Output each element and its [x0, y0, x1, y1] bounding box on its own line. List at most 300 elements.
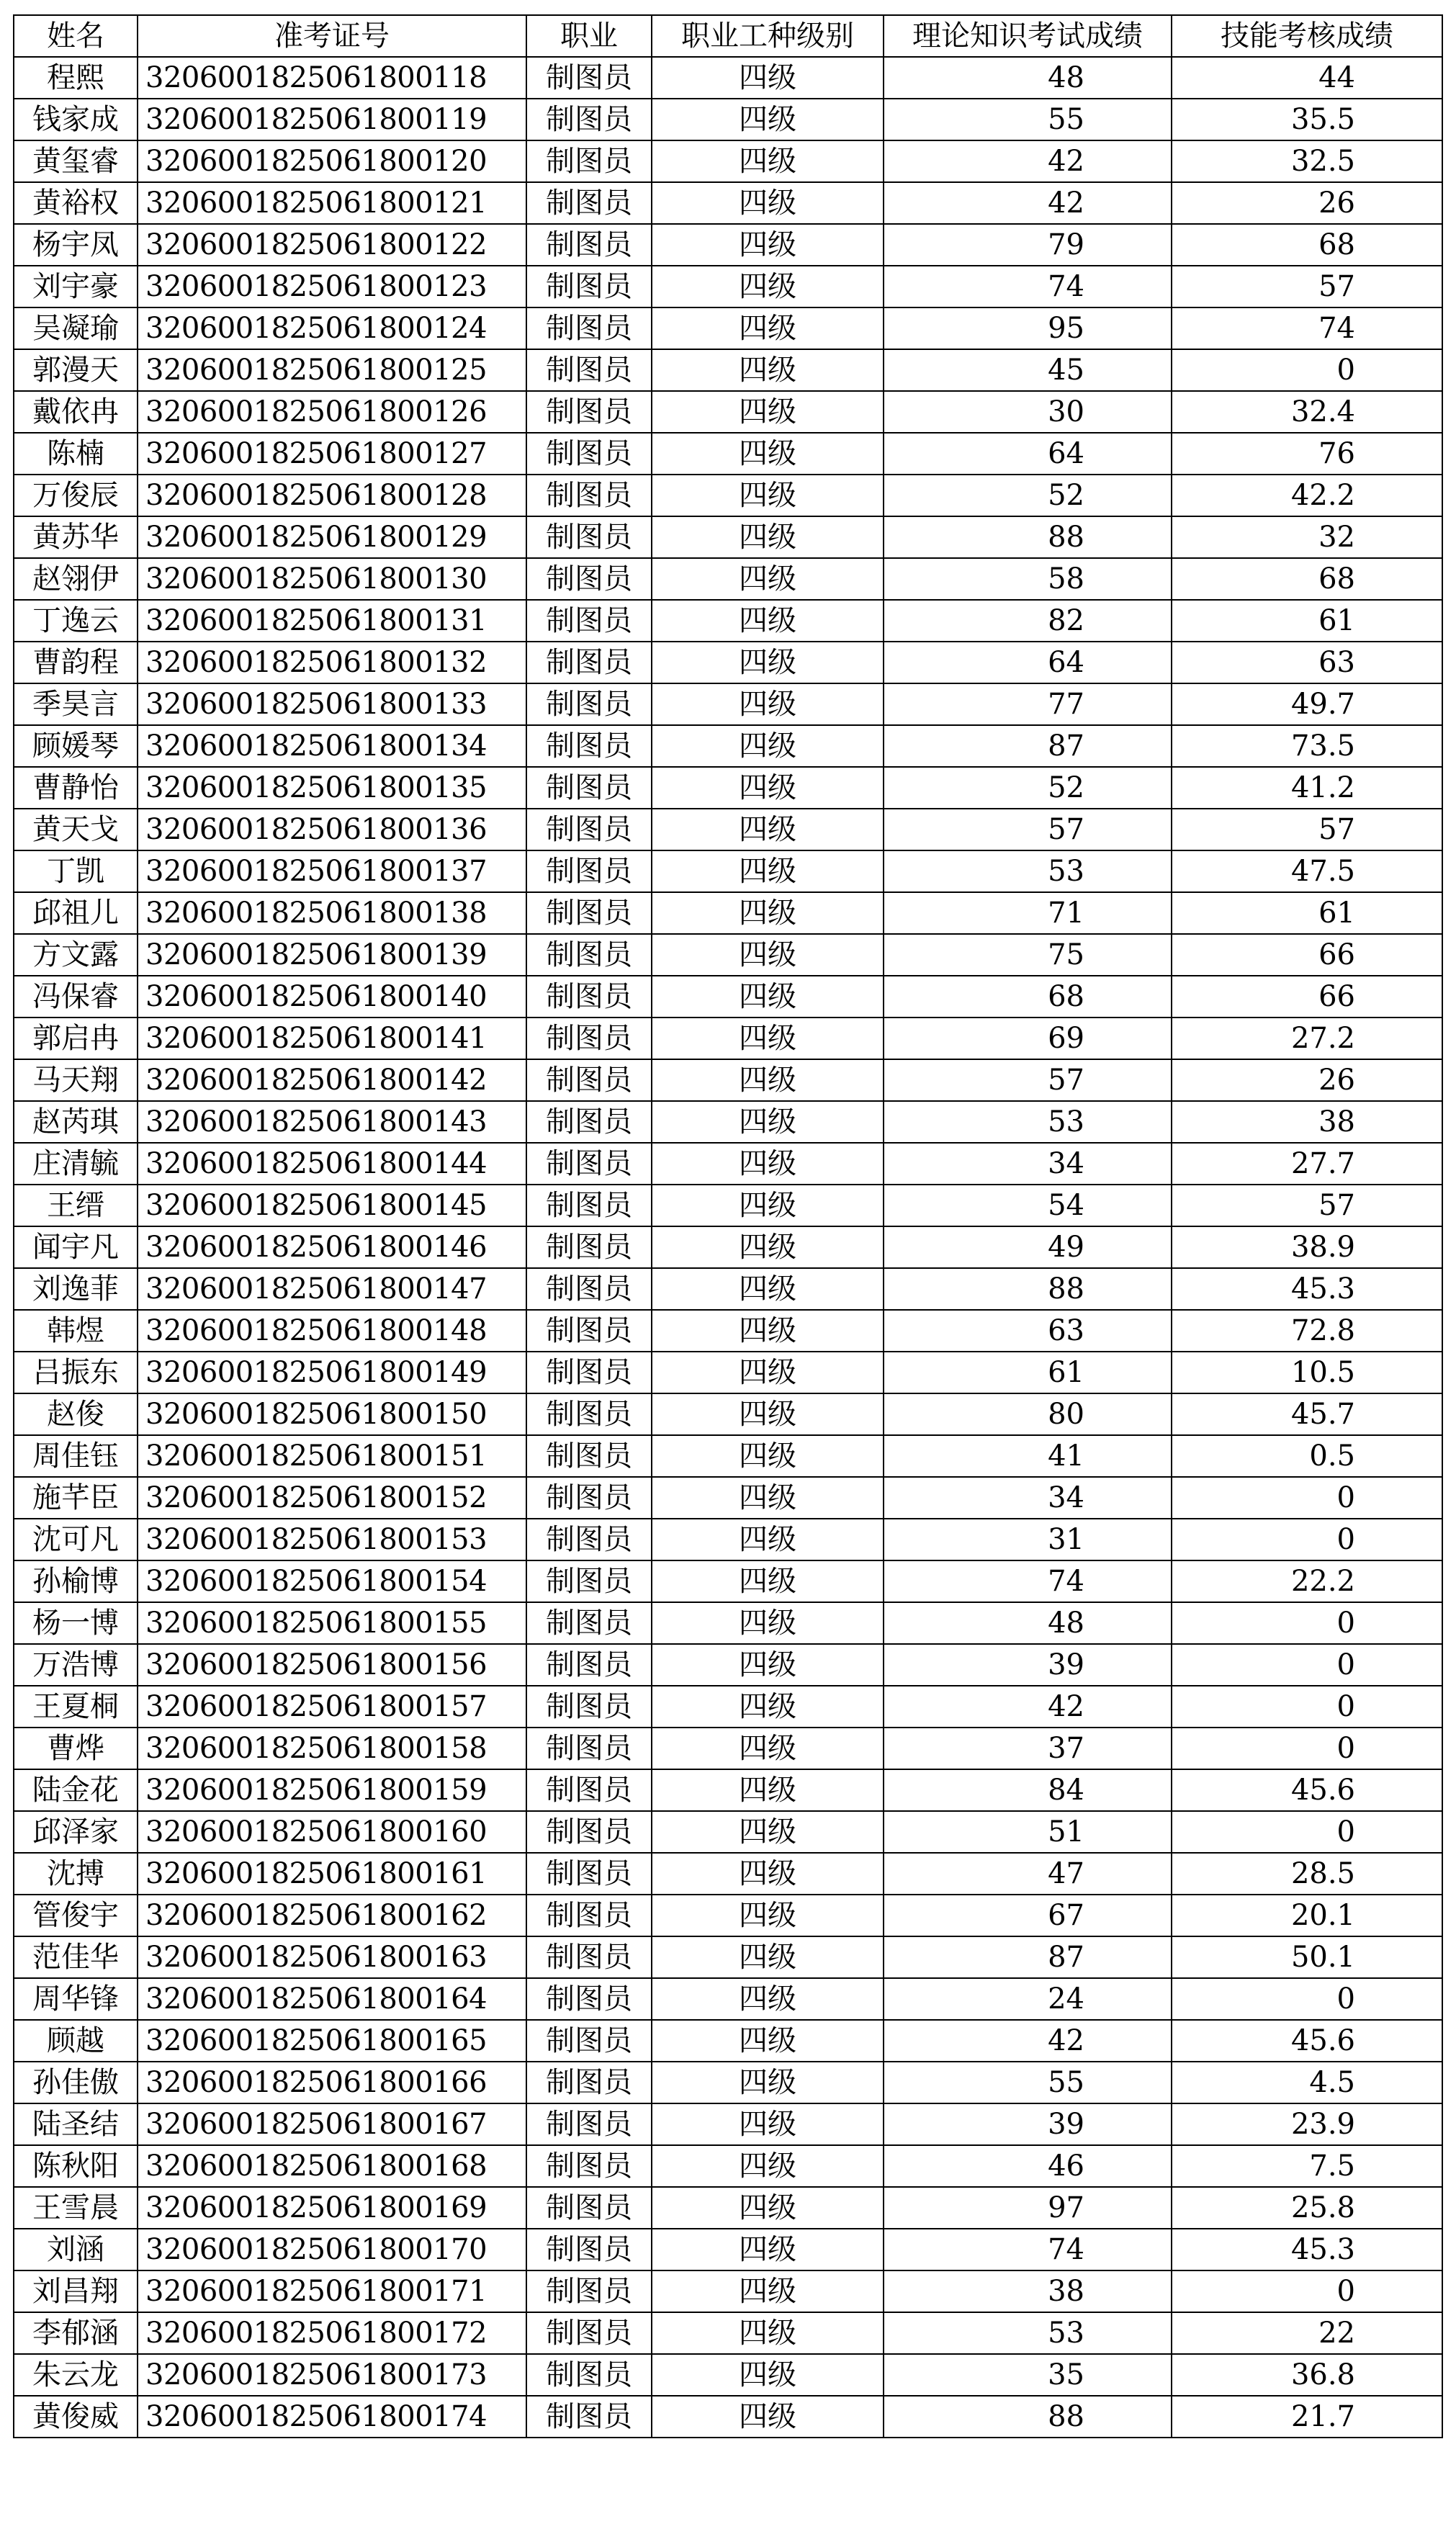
cell-exam-id: 3206001825061800150: [138, 1393, 526, 1435]
cell-skill-score: 7.5: [1172, 2145, 1442, 2187]
cell-name: 黄天戈: [14, 809, 138, 850]
cell-skill-score: 0: [1172, 1978, 1442, 2020]
cell-exam-id: 3206001825061800137: [138, 850, 526, 892]
cell-exam-id: 3206001825061800143: [138, 1101, 526, 1143]
cell-exam-id: 3206001825061800174: [138, 2396, 526, 2438]
table-row: [14, 2354, 1442, 2396]
cell-theory-score: 49: [884, 1226, 1172, 1268]
cell-occupation: 制图员: [526, 976, 652, 1018]
cell-exam-id: 3206001825061800154: [138, 1560, 526, 1602]
cell-theory-score: 51: [884, 1811, 1172, 1853]
cell-exam-id: 3206001825061800161: [138, 1853, 526, 1895]
cell-exam-id: 3206001825061800141: [138, 1018, 526, 1059]
cell-name: 吴凝瑜: [14, 307, 138, 349]
table-row: [14, 1686, 1442, 1728]
cell-exam-id: 3206001825061800155: [138, 1602, 526, 1644]
cell-level: 四级: [652, 2020, 884, 2062]
cell-level: 四级: [652, 266, 884, 307]
cell-theory-score: 88: [884, 1268, 1172, 1310]
cell-theory-score: 42: [884, 1686, 1172, 1728]
cell-occupation: 制图员: [526, 1101, 652, 1143]
cell-theory-score: 74: [884, 266, 1172, 307]
table-row: [14, 892, 1442, 934]
header-exam-id: 准考证号: [138, 15, 526, 57]
cell-exam-id: 3206001825061800162: [138, 1895, 526, 1936]
cell-level: 四级: [652, 809, 884, 850]
cell-name: 万俊辰: [14, 475, 138, 516]
cell-exam-id: 3206001825061800120: [138, 140, 526, 182]
cell-level: 四级: [652, 1101, 884, 1143]
cell-theory-score: 58: [884, 558, 1172, 600]
table-row: [14, 1018, 1442, 1059]
cell-name: 吕振东: [14, 1352, 138, 1393]
cell-theory-score: 84: [884, 1769, 1172, 1811]
cell-theory-score: 64: [884, 642, 1172, 683]
cell-skill-score: 0: [1172, 1477, 1442, 1519]
cell-occupation: 制图员: [526, 725, 652, 767]
cell-exam-id: 3206001825061800134: [138, 725, 526, 767]
cell-theory-score: 52: [884, 767, 1172, 809]
cell-skill-score: 22.2: [1172, 1560, 1442, 1602]
cell-theory-score: 64: [884, 433, 1172, 475]
cell-theory-score: 77: [884, 683, 1172, 725]
cell-skill-score: 0: [1172, 1519, 1442, 1560]
cell-occupation: 制图员: [526, 1185, 652, 1226]
table-row: [14, 2270, 1442, 2312]
table-row: [14, 2396, 1442, 2438]
cell-theory-score: 97: [884, 2187, 1172, 2229]
cell-theory-score: 41: [884, 1435, 1172, 1477]
cell-theory-score: 55: [884, 2062, 1172, 2103]
cell-level: 四级: [652, 892, 884, 934]
cell-name: 陈秋阳: [14, 2145, 138, 2187]
cell-theory-score: 67: [884, 1895, 1172, 1936]
cell-name: 庄清毓: [14, 1143, 138, 1185]
table-row: [14, 433, 1442, 475]
cell-level: 四级: [652, 1477, 884, 1519]
table-row: [14, 1602, 1442, 1644]
cell-skill-score: 27.2: [1172, 1018, 1442, 1059]
cell-name: 王夏桐: [14, 1686, 138, 1728]
table-row: [14, 1143, 1442, 1185]
cell-exam-id: 3206001825061800156: [138, 1644, 526, 1686]
cell-exam-id: 3206001825061800171: [138, 2270, 526, 2312]
cell-level: 四级: [652, 2145, 884, 2187]
cell-level: 四级: [652, 2187, 884, 2229]
cell-theory-score: 24: [884, 1978, 1172, 2020]
cell-occupation: 制图员: [526, 600, 652, 642]
cell-name: 郭启冉: [14, 1018, 138, 1059]
table-row: [14, 767, 1442, 809]
cell-theory-score: 95: [884, 307, 1172, 349]
cell-name: 顾越: [14, 2020, 138, 2062]
cell-theory-score: 39: [884, 1644, 1172, 1686]
cell-exam-id: 3206001825061800164: [138, 1978, 526, 2020]
cell-exam-id: 3206001825061800163: [138, 1936, 526, 1978]
cell-occupation: 制图员: [526, 1811, 652, 1853]
cell-level: 四级: [652, 850, 884, 892]
cell-theory-score: 57: [884, 1059, 1172, 1101]
cell-occupation: 制图员: [526, 767, 652, 809]
cell-occupation: 制图员: [526, 2103, 652, 2145]
cell-name: 黄玺睿: [14, 140, 138, 182]
cell-occupation: 制图员: [526, 1352, 652, 1393]
table-row: [14, 809, 1442, 850]
cell-skill-score: 61: [1172, 600, 1442, 642]
cell-level: 四级: [652, 2270, 884, 2312]
cell-skill-score: 38.9: [1172, 1226, 1442, 1268]
cell-level: 四级: [652, 516, 884, 558]
cell-occupation: 制图员: [526, 2354, 652, 2396]
cell-occupation: 制图员: [526, 1059, 652, 1101]
table-row: [14, 1352, 1442, 1393]
cell-skill-score: 74: [1172, 307, 1442, 349]
cell-exam-id: 3206001825061800173: [138, 2354, 526, 2396]
cell-level: 四级: [652, 224, 884, 266]
cell-theory-score: 54: [884, 1185, 1172, 1226]
cell-skill-score: 50.1: [1172, 1936, 1442, 1978]
cell-occupation: 制图员: [526, 1728, 652, 1769]
cell-skill-score: 45.3: [1172, 2229, 1442, 2270]
cell-exam-id: 3206001825061800139: [138, 934, 526, 976]
cell-skill-score: 20.1: [1172, 1895, 1442, 1936]
cell-name: 管俊宇: [14, 1895, 138, 1936]
table-row: [14, 725, 1442, 767]
cell-occupation: 制图员: [526, 2187, 652, 2229]
cell-theory-score: 37: [884, 1728, 1172, 1769]
cell-theory-score: 82: [884, 600, 1172, 642]
cell-name: 曹韵程: [14, 642, 138, 683]
cell-exam-id: 3206001825061800146: [138, 1226, 526, 1268]
cell-skill-score: 44: [1172, 57, 1442, 99]
cell-skill-score: 57: [1172, 266, 1442, 307]
cell-name: 韩煜: [14, 1310, 138, 1352]
table-row: [14, 683, 1442, 725]
cell-exam-id: 3206001825061800158: [138, 1728, 526, 1769]
cell-occupation: 制图员: [526, 224, 652, 266]
table-row: [14, 934, 1442, 976]
cell-theory-score: 52: [884, 475, 1172, 516]
cell-level: 四级: [652, 2312, 884, 2354]
cell-exam-id: 3206001825061800165: [138, 2020, 526, 2062]
cell-occupation: 制图员: [526, 1769, 652, 1811]
table-row: [14, 2062, 1442, 2103]
cell-skill-score: 36.8: [1172, 2354, 1442, 2396]
cell-level: 四级: [652, 1018, 884, 1059]
table-row: [14, 2020, 1442, 2062]
cell-theory-score: 38: [884, 2270, 1172, 2312]
cell-name: 王缙: [14, 1185, 138, 1226]
cell-occupation: 制图员: [526, 266, 652, 307]
table-row: [14, 57, 1442, 99]
cell-level: 四级: [652, 1644, 884, 1686]
cell-theory-score: 80: [884, 1393, 1172, 1435]
table-row: [14, 1393, 1442, 1435]
cell-theory-score: 88: [884, 2396, 1172, 2438]
cell-name: 杨一博: [14, 1602, 138, 1644]
cell-exam-id: 3206001825061800160: [138, 1811, 526, 1853]
score-table: [13, 14, 1443, 2438]
cell-exam-id: 3206001825061800125: [138, 349, 526, 391]
cell-occupation: 制图员: [526, 2270, 652, 2312]
table-row: [14, 307, 1442, 349]
header-name: 姓名: [14, 15, 138, 57]
cell-level: 四级: [652, 391, 884, 433]
cell-name: 沈搏: [14, 1853, 138, 1895]
cell-name: 戴依冉: [14, 391, 138, 433]
cell-level: 四级: [652, 1895, 884, 1936]
cell-theory-score: 75: [884, 934, 1172, 976]
cell-occupation: 制图员: [526, 349, 652, 391]
table-row: [14, 1059, 1442, 1101]
cell-theory-score: 48: [884, 57, 1172, 99]
cell-skill-score: 26: [1172, 1059, 1442, 1101]
cell-occupation: 制图员: [526, 934, 652, 976]
table-row: [14, 1728, 1442, 1769]
cell-level: 四级: [652, 57, 884, 99]
cell-name: 周华锋: [14, 1978, 138, 2020]
cell-level: 四级: [652, 1686, 884, 1728]
cell-occupation: 制图员: [526, 307, 652, 349]
cell-occupation: 制图员: [526, 391, 652, 433]
cell-exam-id: 3206001825061800130: [138, 558, 526, 600]
cell-skill-score: 45.6: [1172, 1769, 1442, 1811]
cell-occupation: 制图员: [526, 1686, 652, 1728]
cell-level: 四级: [652, 99, 884, 140]
table-row: [14, 642, 1442, 683]
table-row: [14, 1226, 1442, 1268]
cell-skill-score: 0.5: [1172, 1435, 1442, 1477]
cell-skill-score: 0: [1172, 1602, 1442, 1644]
cell-skill-score: 66: [1172, 976, 1442, 1018]
cell-occupation: 制图员: [526, 1477, 652, 1519]
cell-name: 朱云龙: [14, 2354, 138, 2396]
cell-occupation: 制图员: [526, 809, 652, 850]
table-row: [14, 182, 1442, 224]
table-row: [14, 2312, 1442, 2354]
cell-exam-id: 3206001825061800128: [138, 475, 526, 516]
cell-level: 四级: [652, 683, 884, 725]
cell-level: 四级: [652, 140, 884, 182]
cell-exam-id: 3206001825061800167: [138, 2103, 526, 2145]
cell-theory-score: 71: [884, 892, 1172, 934]
cell-occupation: 制图员: [526, 182, 652, 224]
cell-occupation: 制图员: [526, 1936, 652, 1978]
cell-occupation: 制图员: [526, 1560, 652, 1602]
cell-skill-score: 22: [1172, 2312, 1442, 2354]
cell-occupation: 制图员: [526, 1853, 652, 1895]
cell-theory-score: 45: [884, 349, 1172, 391]
cell-level: 四级: [652, 1226, 884, 1268]
table-row: [14, 1644, 1442, 1686]
table-row: [14, 2103, 1442, 2145]
cell-occupation: 制图员: [526, 140, 652, 182]
cell-theory-score: 34: [884, 1143, 1172, 1185]
cell-exam-id: 3206001825061800147: [138, 1268, 526, 1310]
cell-level: 四级: [652, 1769, 884, 1811]
cell-name: 刘逸菲: [14, 1268, 138, 1310]
cell-theory-score: 42: [884, 140, 1172, 182]
table-row: [14, 1895, 1442, 1936]
cell-skill-score: 32.5: [1172, 140, 1442, 182]
cell-occupation: 制图员: [526, 1393, 652, 1435]
cell-theory-score: 69: [884, 1018, 1172, 1059]
cell-skill-score: 10.5: [1172, 1352, 1442, 1393]
table-body: [14, 57, 1442, 2438]
cell-exam-id: 3206001825061800138: [138, 892, 526, 934]
cell-exam-id: 3206001825061800151: [138, 1435, 526, 1477]
cell-level: 四级: [652, 1185, 884, 1226]
cell-name: 陆圣结: [14, 2103, 138, 2145]
cell-level: 四级: [652, 2354, 884, 2396]
cell-exam-id: 3206001825061800132: [138, 642, 526, 683]
table-row: [14, 1769, 1442, 1811]
cell-skill-score: 0: [1172, 349, 1442, 391]
cell-theory-score: 39: [884, 2103, 1172, 2145]
cell-exam-id: 3206001825061800124: [138, 307, 526, 349]
cell-exam-id: 3206001825061800159: [138, 1769, 526, 1811]
cell-level: 四级: [652, 642, 884, 683]
table-row: [14, 2229, 1442, 2270]
cell-theory-score: 55: [884, 99, 1172, 140]
table-header: [14, 15, 1442, 57]
cell-theory-score: 63: [884, 1310, 1172, 1352]
cell-level: 四级: [652, 558, 884, 600]
table-row: [14, 1268, 1442, 1310]
cell-occupation: 制图员: [526, 1018, 652, 1059]
cell-occupation: 制图员: [526, 433, 652, 475]
cell-theory-score: 87: [884, 725, 1172, 767]
cell-skill-score: 42.2: [1172, 475, 1442, 516]
cell-name: 沈可凡: [14, 1519, 138, 1560]
cell-name: 季昊言: [14, 683, 138, 725]
cell-occupation: 制图员: [526, 1143, 652, 1185]
header-occupation: 职业: [526, 15, 652, 57]
cell-name: 周佳钰: [14, 1435, 138, 1477]
cell-theory-score: 35: [884, 2354, 1172, 2396]
cell-level: 四级: [652, 1393, 884, 1435]
cell-level: 四级: [652, 600, 884, 642]
cell-occupation: 制图员: [526, 2145, 652, 2187]
cell-skill-score: 0: [1172, 1644, 1442, 1686]
cell-exam-id: 3206001825061800169: [138, 2187, 526, 2229]
header-skill-score: 技能考核成绩: [1172, 15, 1442, 57]
table-row: [14, 1101, 1442, 1143]
cell-name: 顾媛琴: [14, 725, 138, 767]
cell-occupation: 制图员: [526, 2020, 652, 2062]
cell-name: 王雪晨: [14, 2187, 138, 2229]
cell-exam-id: 3206001825061800136: [138, 809, 526, 850]
cell-theory-score: 68: [884, 976, 1172, 1018]
cell-occupation: 制图员: [526, 1268, 652, 1310]
cell-occupation: 制图员: [526, 850, 652, 892]
cell-skill-score: 68: [1172, 224, 1442, 266]
cell-level: 四级: [652, 349, 884, 391]
cell-name: 李郁涵: [14, 2312, 138, 2354]
table-row: [14, 1978, 1442, 2020]
cell-exam-id: 3206001825061800145: [138, 1185, 526, 1226]
cell-skill-score: 68: [1172, 558, 1442, 600]
cell-level: 四级: [652, 725, 884, 767]
cell-skill-score: 45.6: [1172, 2020, 1442, 2062]
cell-name: 马天翔: [14, 1059, 138, 1101]
cell-skill-score: 63: [1172, 642, 1442, 683]
cell-name: 钱家成: [14, 99, 138, 140]
cell-name: 孙榆博: [14, 1560, 138, 1602]
cell-name: 方文露: [14, 934, 138, 976]
cell-level: 四级: [652, 934, 884, 976]
cell-name: 刘涵: [14, 2229, 138, 2270]
cell-exam-id: 3206001825061800157: [138, 1686, 526, 1728]
cell-name: 黄苏华: [14, 516, 138, 558]
cell-occupation: 制图员: [526, 475, 652, 516]
cell-occupation: 制图员: [526, 1978, 652, 2020]
cell-level: 四级: [652, 1268, 884, 1310]
cell-level: 四级: [652, 767, 884, 809]
cell-exam-id: 3206001825061800127: [138, 433, 526, 475]
header-level: 职业工种级别: [652, 15, 884, 57]
table-row: [14, 1435, 1442, 1477]
cell-name: 赵翎伊: [14, 558, 138, 600]
cell-occupation: 制图员: [526, 1519, 652, 1560]
cell-skill-score: 61: [1172, 892, 1442, 934]
cell-skill-score: 72.8: [1172, 1310, 1442, 1352]
cell-exam-id: 3206001825061800153: [138, 1519, 526, 1560]
cell-level: 四级: [652, 1310, 884, 1352]
cell-level: 四级: [652, 2229, 884, 2270]
cell-name: 曹烨: [14, 1728, 138, 1769]
cell-skill-score: 41.2: [1172, 767, 1442, 809]
cell-occupation: 制图员: [526, 892, 652, 934]
cell-occupation: 制图员: [526, 683, 652, 725]
cell-name: 邱泽家: [14, 1811, 138, 1853]
table-row: [14, 1560, 1442, 1602]
cell-theory-score: 42: [884, 182, 1172, 224]
cell-level: 四级: [652, 1352, 884, 1393]
cell-exam-id: 3206001825061800152: [138, 1477, 526, 1519]
cell-exam-id: 3206001825061800131: [138, 600, 526, 642]
cell-skill-score: 25.8: [1172, 2187, 1442, 2229]
cell-theory-score: 31: [884, 1519, 1172, 1560]
table-row: [14, 391, 1442, 433]
cell-skill-score: 38: [1172, 1101, 1442, 1143]
cell-skill-score: 28.5: [1172, 1853, 1442, 1895]
table-row: [14, 600, 1442, 642]
cell-level: 四级: [652, 1602, 884, 1644]
header-theory-score: 理论知识考试成绩: [884, 15, 1172, 57]
cell-level: 四级: [652, 1853, 884, 1895]
cell-name: 黄俊威: [14, 2396, 138, 2438]
table-row: [14, 516, 1442, 558]
cell-level: 四级: [652, 1059, 884, 1101]
cell-level: 四级: [652, 976, 884, 1018]
cell-skill-score: 0: [1172, 2270, 1442, 2312]
cell-skill-score: 0: [1172, 1728, 1442, 1769]
cell-theory-score: 57: [884, 809, 1172, 850]
cell-occupation: 制图员: [526, 1644, 652, 1686]
table-row: [14, 99, 1442, 140]
cell-skill-score: 45.7: [1172, 1393, 1442, 1435]
cell-name: 闻宇凡: [14, 1226, 138, 1268]
cell-skill-score: 23.9: [1172, 2103, 1442, 2145]
cell-occupation: 制图员: [526, 642, 652, 683]
cell-level: 四级: [652, 1936, 884, 1978]
cell-name: 刘昌翔: [14, 2270, 138, 2312]
cell-level: 四级: [652, 1811, 884, 1853]
cell-exam-id: 3206001825061800142: [138, 1059, 526, 1101]
cell-exam-id: 3206001825061800121: [138, 182, 526, 224]
cell-theory-score: 47: [884, 1853, 1172, 1895]
